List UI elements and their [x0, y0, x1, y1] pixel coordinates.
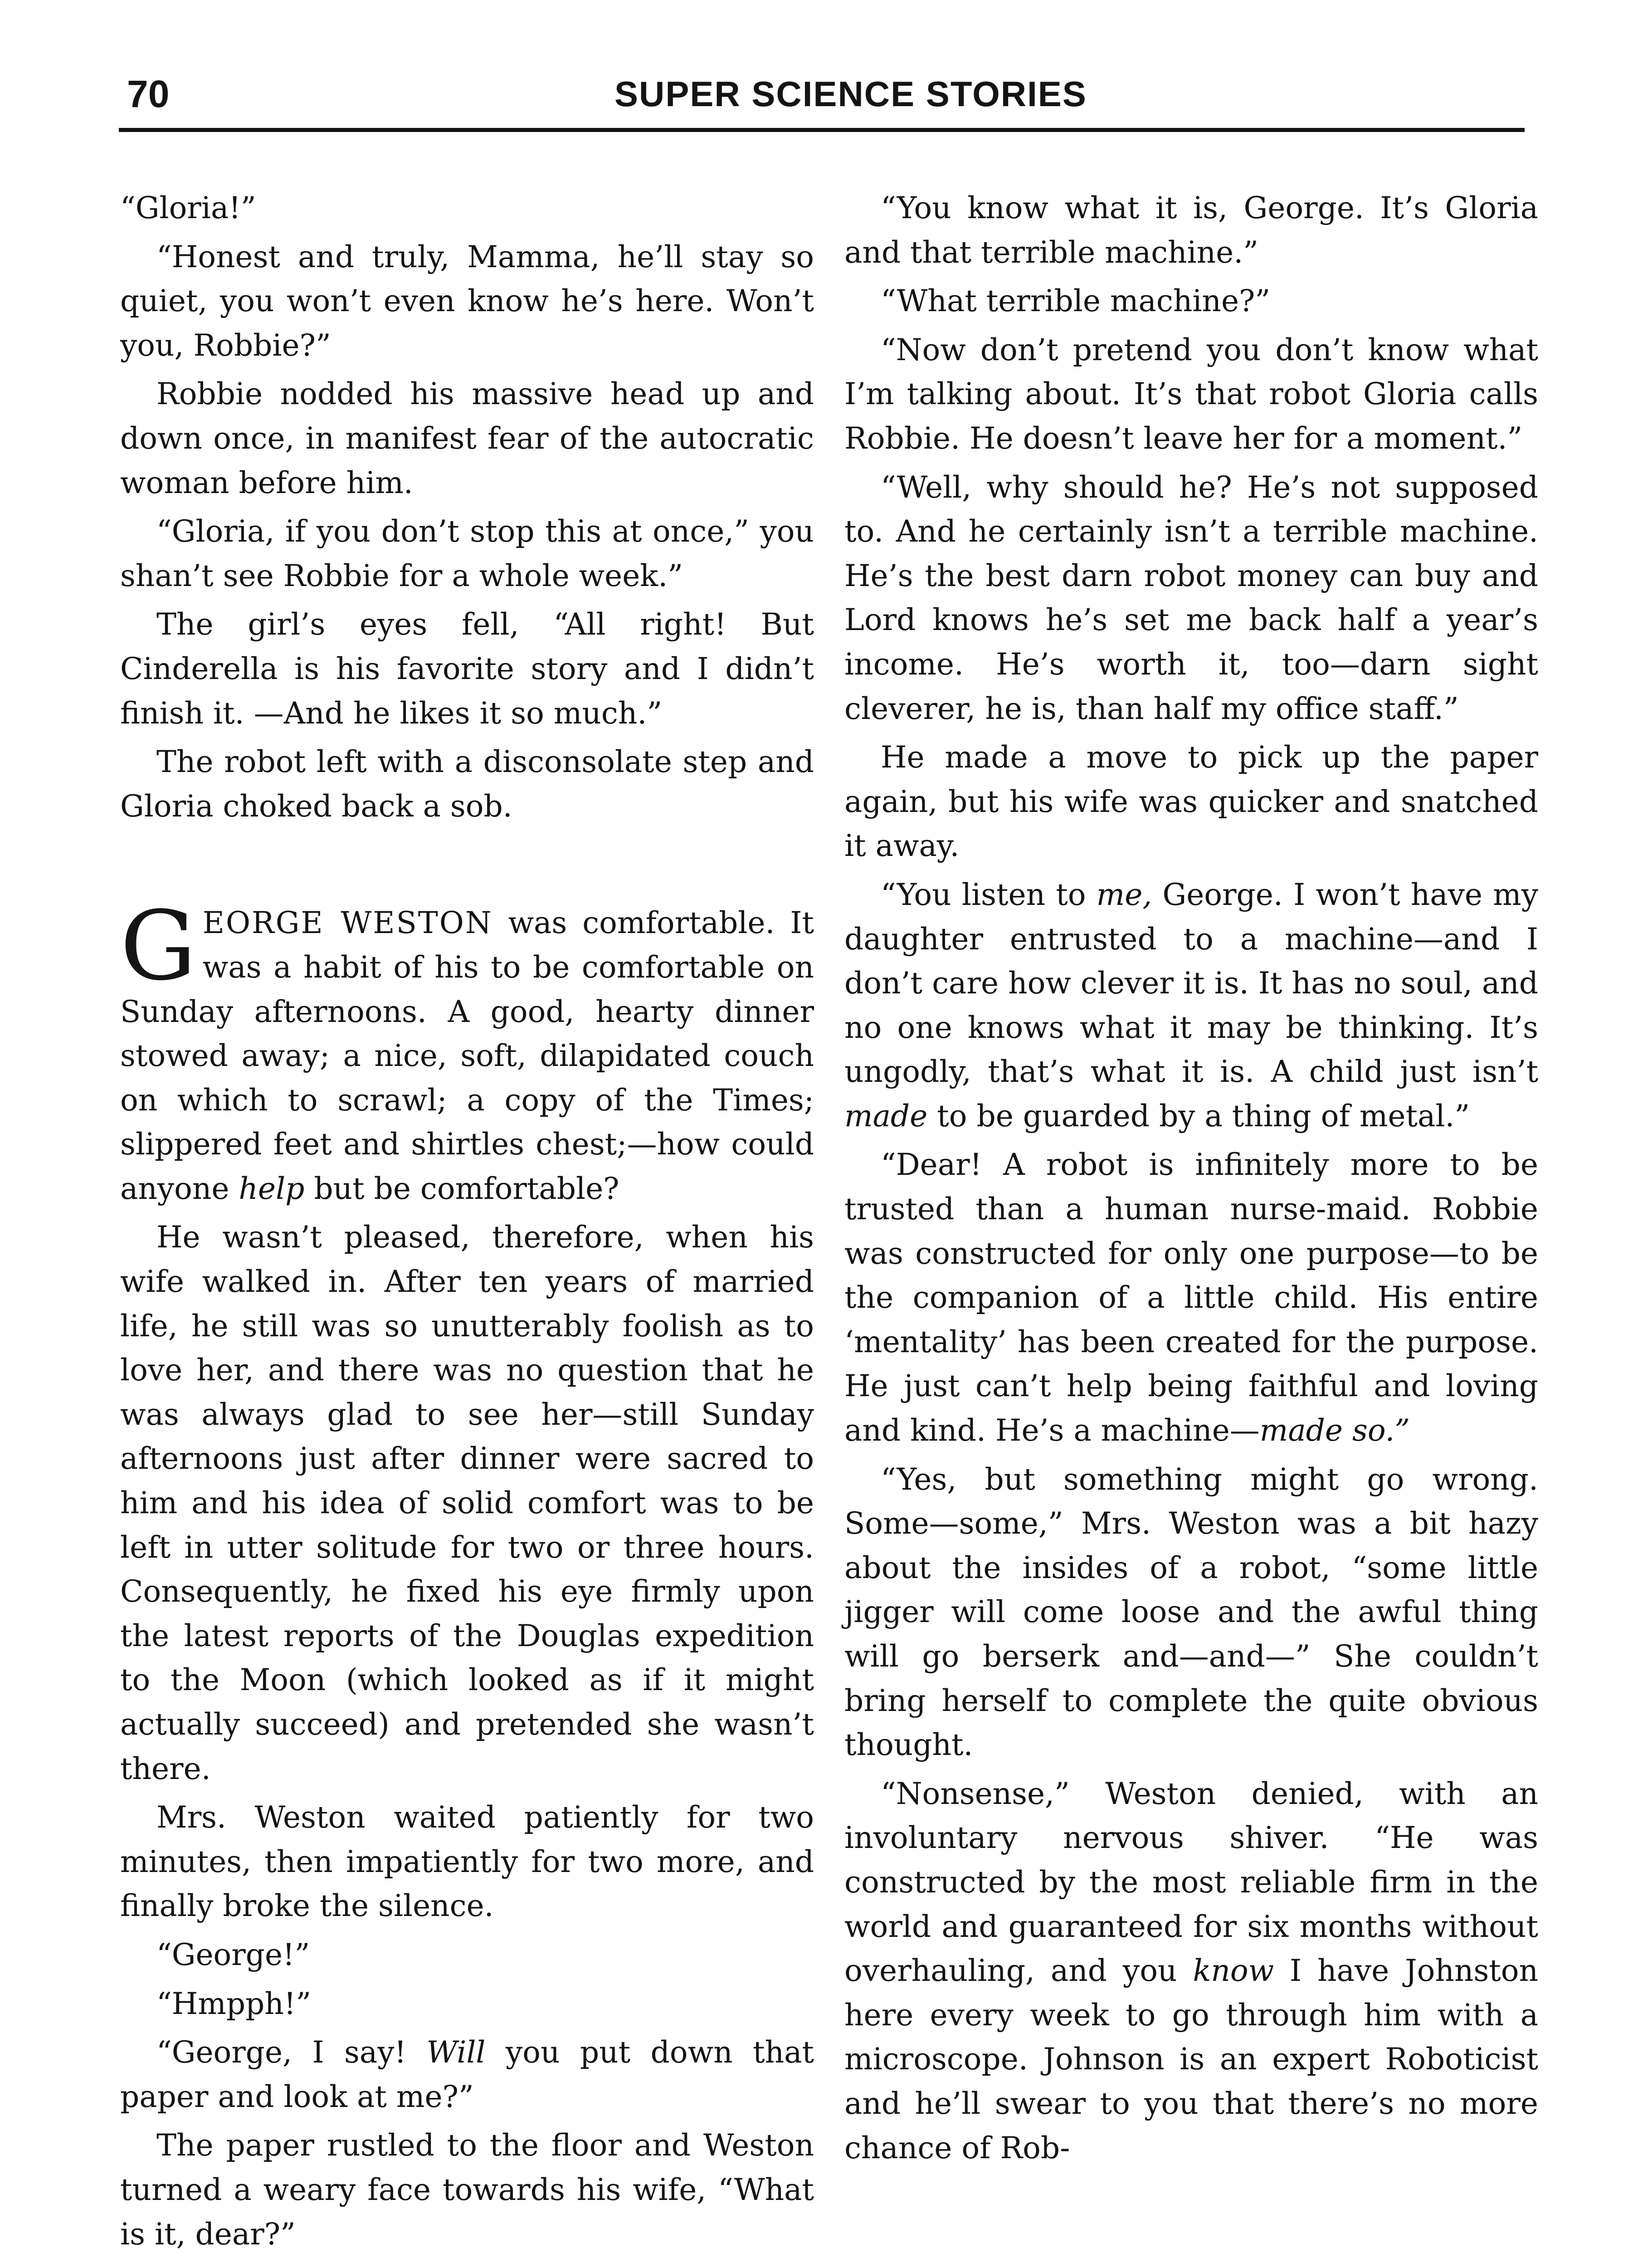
paragraph: The robot left with a disconsolate step and Gloria choked back a sob.: [120, 744, 814, 824]
paragraph-text: “You listen to: [881, 877, 1097, 912]
left-column: [120, 186, 814, 2261]
paragraph: “Gloria!”: [120, 191, 256, 225]
paragraph-text: was comfortable. It was a habit of his to be comfortable on Sunday afternoons. A good, hearty dinner stowed away; a nice, soft, dilapidated couch on which to scrawl; a copy of the Times; slippered feet and shirtles chest;—how could anyone: [120, 905, 814, 1206]
paragraph: He wasn’t pleased, therefore, when his wife walked in. After ten years of married life, he still was so unutterably foolish as to love her, and there was no question that he was always glad to see her—still Sunday afternoons just after dinner were sacred to him and his idea of solid comfort was to be left in utter solitude for two or three hours. Consequently, he fixed his eye firmly upon the latest reports of the Douglas expedition to the Moon (which looked as if it might actually succeed) and pretended she wasn’t there.: [120, 1220, 814, 1786]
paragraph: Mrs. Weston waited patiently for two minutes, then impatiently for two more, and finally broke the silence.: [120, 1800, 814, 1924]
paragraph-text: I have Johnston here every week to go through him with a microscope. Johnson is an expert Roboticist and he’ll swear to you that there’s no more chance of Rob-: [844, 1953, 1538, 2165]
paragraph-text: George. I won’t have my daughter entrusted to a machine—and I don’t care how clever it is. It has no soul, and no one knows what it may be thinking. It’s ungodly, that’s what it is. A child just isn’t: [844, 877, 1538, 1090]
paragraph-text: to be guarded by a thing of metal.”: [927, 1098, 1470, 1134]
running-title: SUPER SCIENCE STORIES: [614, 74, 1087, 114]
paragraph: “Now don’t pretend you don’t know what I’m talking about. It’s that robot Gloria calls Robbie. He doesn’t leave her for a moment.”: [844, 332, 1538, 456]
paragraph: [844, 1143, 1538, 1452]
paragraph-text: but be comfortable?: [304, 1171, 619, 1206]
paragraph: “Honest and truly, Mamma, he’ll stay so quiet, you won’t even know he’s here. Won’t you, Robbie?”: [120, 239, 814, 363]
paragraph: “Hmpph!”: [156, 1986, 312, 2021]
paragraph-text: you put down that paper and look at me?”: [120, 2035, 814, 2114]
italic-word: me,: [1096, 877, 1152, 912]
italic-word: help: [239, 1171, 305, 1206]
paragraph: The paper rustled to the floor and Weston turned a weary face towards his wife, “What is it, dear?”: [120, 2128, 814, 2252]
paragraph-text: “George, I say!: [156, 2035, 427, 2070]
paragraph: He made a move to pick up the paper again, but his wife was quicker and snatched it away.: [844, 740, 1538, 864]
paragraph: “George!”: [156, 1937, 310, 1972]
paragraph: “Gloria, if you don’t stop this at once,” you shan’t see Robbie for a whole week.”: [120, 514, 814, 593]
italic-word: made so.”: [1259, 1413, 1410, 1448]
paragraph: “You know what it is, George. It’s Gloria and that terrible machine.”: [844, 191, 1538, 270]
small-caps-lead: EORGE WESTON: [202, 905, 493, 941]
italic-word: made: [844, 1098, 928, 1134]
paragraph: “What terrible machine?”: [881, 284, 1271, 319]
page-header: [0, 0, 1638, 141]
paragraph: [844, 873, 1538, 1139]
page-number: 70: [127, 73, 170, 115]
paragraph: [120, 2030, 814, 2119]
section-opening-paragraph: [120, 890, 814, 1211]
drop-cap: G: [120, 890, 196, 1002]
italic-word: know: [1193, 1953, 1274, 1989]
paragraph: Robbie nodded his massive head up and down once, in manifest fear of the autocratic woman before him.: [120, 376, 814, 500]
paragraph: [844, 1772, 1538, 2170]
header-rule: [119, 128, 1525, 132]
italic-word: Will: [426, 2035, 486, 2070]
paragraph: “Yes, but something might go wrong. Some—some,” Mrs. Weston was a bit hazy about the insides of a robot, “some little jigger will come loose and the awful thing will go berserk and—and—” She couldn’t bring herself to complete the quite obvious thought.: [844, 1461, 1538, 1763]
right-column: [844, 186, 1538, 2175]
paragraph: The girl’s eyes fell, “All right! But Cinderella is his favorite story and I didn’t finish it. —And he likes it so much.”: [120, 607, 814, 731]
paragraph: “Well, why should he? He’s not supposed to. And he certainly isn’t a terrible machine. He’s the best darn robot money can buy and Lord knows he’s set me back half a year’s income. He’s worth it, too—darn sight cleverer, he is, than half my office staff.”: [844, 469, 1538, 726]
paragraph-text: “Dear! A robot is infinitely more to be trusted than a human nurse-maid. Robbie was constructed for only one purpose—to be the companion of a little child. His entire ‘mentality’ has been created for the purpose. He just can’t help being faithful and loving and kind. He’s a machine—: [844, 1147, 1538, 1448]
paragraph-text: “Nonsense,” Weston denied, with an involuntary nervous shiver. “He was constructed by the most reliable firm in the world and guaranteed for six months without overhauling, and you: [844, 1776, 1538, 1989]
